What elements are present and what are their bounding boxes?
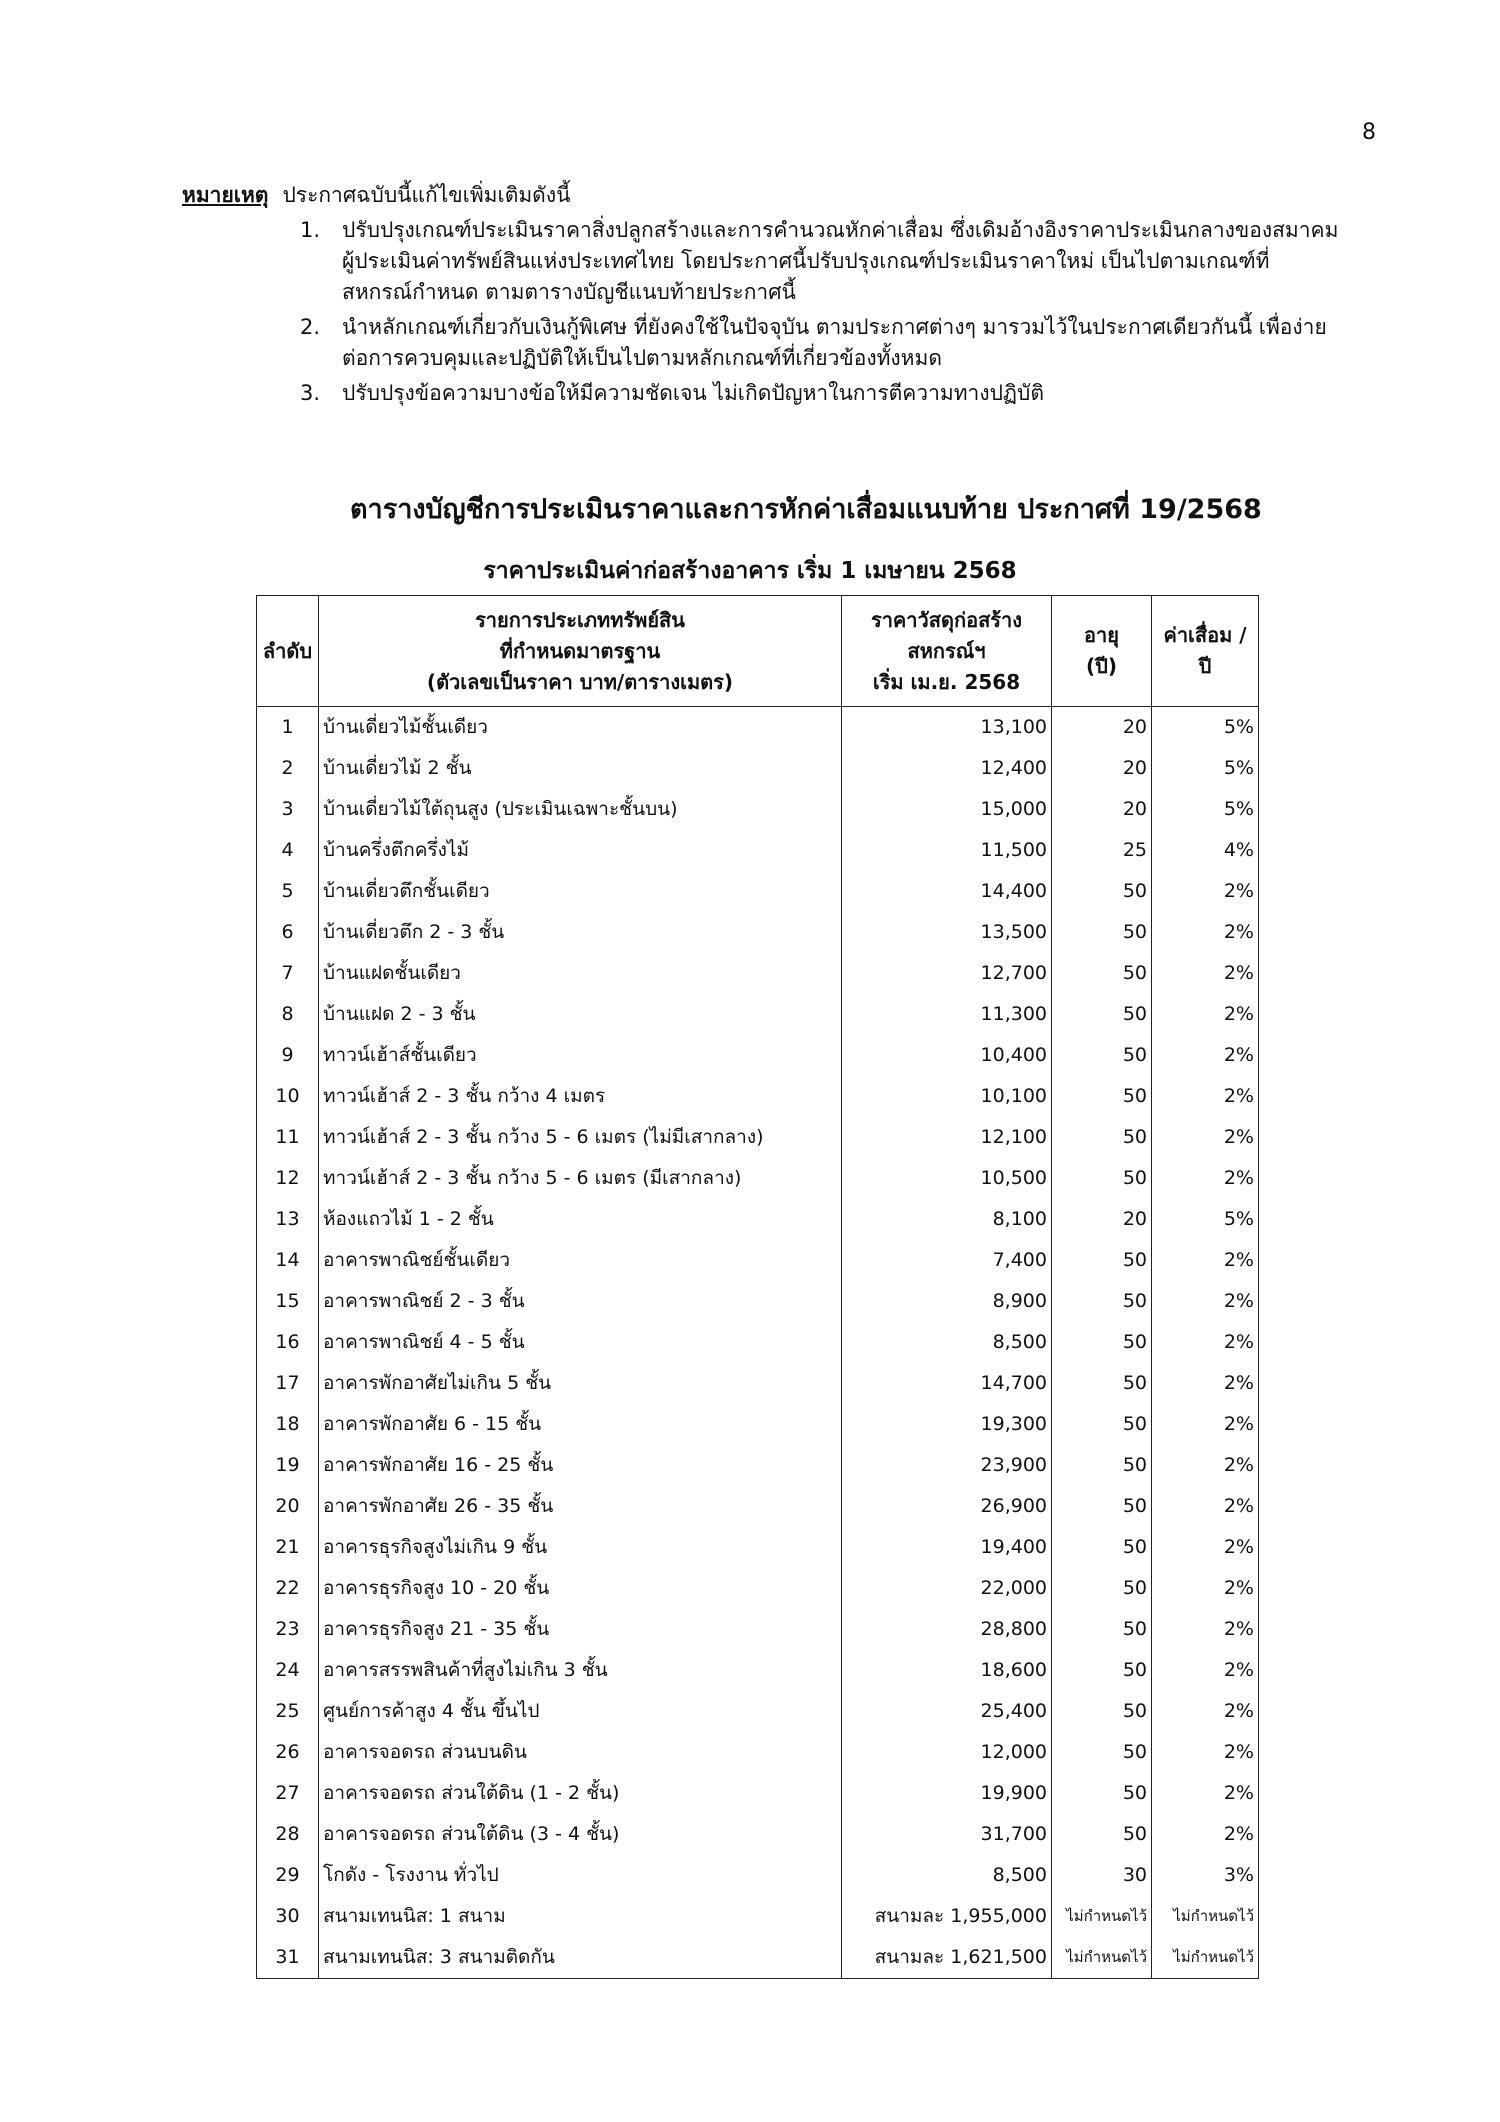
row-price: 10,500: [842, 1158, 1052, 1199]
row-depreciation: 2%: [1152, 1691, 1259, 1732]
row-index: 18: [257, 1404, 319, 1445]
note-item-number: 1.: [300, 218, 321, 242]
row-depreciation: 2%: [1152, 1281, 1259, 1322]
row-price: 18,600: [842, 1650, 1052, 1691]
row-price: 8,500: [842, 1855, 1052, 1896]
page-number: 8: [1362, 120, 1376, 145]
header-price-line: สหกรณ์ฯ: [907, 638, 986, 663]
row-life: 50: [1052, 1732, 1152, 1773]
row-index: 5: [257, 871, 319, 912]
row-life: 50: [1052, 1076, 1152, 1117]
row-life: 50: [1052, 912, 1152, 953]
row-price: 10,100: [842, 1076, 1052, 1117]
row-name: โกดัง - โรงงาน ทั่วไป: [319, 1855, 842, 1896]
row-name: สนามเทนนิส: 3 สนามติดกัน: [319, 1937, 842, 1979]
table-row: [257, 1363, 1259, 1404]
row-price: 23,900: [842, 1445, 1052, 1486]
row-name: ศูนย์การค้าสูง 4 ชั้น ขึ้นไป: [319, 1691, 842, 1732]
row-life: 20: [1052, 789, 1152, 830]
row-life: 50: [1052, 1322, 1152, 1363]
row-life: 25: [1052, 830, 1152, 871]
row-depreciation: 2%: [1152, 912, 1259, 953]
table-row: [257, 1486, 1259, 1527]
note-item-line: สหกรณ์กำหนด ตามตารางบัญชีแนบท้ายประกาศนี้: [342, 280, 796, 304]
row-depreciation: 2%: [1152, 871, 1259, 912]
row-depreciation: 2%: [1152, 1404, 1259, 1445]
row-name: อาคารธุรกิจสูงไม่เกิน 9 ชั้น: [319, 1527, 842, 1568]
table-row: [257, 1404, 1259, 1445]
row-depreciation: 2%: [1152, 1035, 1259, 1076]
header-name: [319, 596, 842, 707]
table-row: [257, 1896, 1259, 1937]
row-depreciation: ไม่กำหนดไว้: [1152, 1937, 1259, 1979]
row-name: ทาวน์เฮ้าส์ 2 - 3 ชั้น กว้าง 4 เมตร: [319, 1076, 842, 1117]
row-price: 15,000: [842, 789, 1052, 830]
row-price: 25,400: [842, 1691, 1052, 1732]
note-items: [182, 215, 1382, 409]
row-index: 3: [257, 789, 319, 830]
header-name-line: (ตัวเลขเป็นราคา บาท/ตารางเมตร): [426, 669, 734, 694]
table-row: [257, 1732, 1259, 1773]
row-life: 50: [1052, 1814, 1152, 1855]
table-row: [257, 1445, 1259, 1486]
header-dep-line: ปี: [1198, 654, 1212, 678]
table-row: [257, 1527, 1259, 1568]
row-life: 50: [1052, 1773, 1152, 1814]
row-price: 11,500: [842, 830, 1052, 871]
row-depreciation: 5%: [1152, 707, 1259, 749]
row-name: อาคารจอดรถ ส่วนบนดิน: [319, 1732, 842, 1773]
table-row: [257, 1814, 1259, 1855]
table-row: [257, 830, 1259, 871]
row-life: 50: [1052, 871, 1152, 912]
note-item-line: นำหลักเกณฑ์เกี่ยวกับเงินกู้พิเศษ ที่ยังคงใช้ในปัจจุบัน ตามประกาศต่างๆ มารวมไว้ในประกาศเดียวกันนี้ เพื่อง่าย: [342, 315, 1327, 339]
note-item: [182, 312, 1382, 374]
row-name: ห้องแถวไม้ 1 - 2 ชั้น: [319, 1199, 842, 1240]
table-row: [257, 789, 1259, 830]
row-life: 20: [1052, 748, 1152, 789]
table-row: [257, 1240, 1259, 1281]
row-index: 6: [257, 912, 319, 953]
row-price: 22,000: [842, 1568, 1052, 1609]
row-index: 9: [257, 1035, 319, 1076]
row-name: บ้านครึ่งตึกครึ่งไม้: [319, 830, 842, 871]
table-row: [257, 1855, 1259, 1896]
row-name: อาคารพาณิชย์ชั้นเดียว: [319, 1240, 842, 1281]
row-index: 8: [257, 994, 319, 1035]
row-index: 20: [257, 1486, 319, 1527]
row-life: 50: [1052, 1568, 1152, 1609]
row-price: 13,100: [842, 707, 1052, 749]
row-depreciation: 2%: [1152, 1117, 1259, 1158]
row-name: บ้านเดี่ยวไม้ชั้นเดียว: [319, 707, 842, 749]
row-life: 50: [1052, 1527, 1152, 1568]
row-index: 28: [257, 1814, 319, 1855]
row-life: 30: [1052, 1855, 1152, 1896]
row-index: 31: [257, 1937, 319, 1979]
table-row: [257, 1650, 1259, 1691]
row-index: 26: [257, 1732, 319, 1773]
row-price: 8,900: [842, 1281, 1052, 1322]
table-body: [257, 707, 1259, 1979]
row-index: 1: [257, 707, 319, 749]
row-price: 8,100: [842, 1199, 1052, 1240]
row-index: 4: [257, 830, 319, 871]
row-life: 50: [1052, 1117, 1152, 1158]
row-life: 20: [1052, 1199, 1152, 1240]
note-item-number: 2.: [300, 315, 321, 339]
note-title: หมายเหตุ: [182, 183, 269, 207]
row-life: ไม่กำหนดไว้: [1052, 1937, 1152, 1979]
note-item-number: 3.: [300, 381, 321, 405]
row-price: 7,400: [842, 1240, 1052, 1281]
table-row: [257, 1199, 1259, 1240]
row-name: อาคารธุรกิจสูง 10 - 20 ชั้น: [319, 1568, 842, 1609]
row-depreciation: 2%: [1152, 1527, 1259, 1568]
row-index: 16: [257, 1322, 319, 1363]
row-price: สนามละ 1,955,000: [842, 1896, 1052, 1937]
header-life-line: (ปี): [1086, 654, 1117, 678]
row-name: ทาวน์เฮ้าส์ 2 - 3 ชั้น กว้าง 5 - 6 เมตร (ไม่มีเสากลาง): [319, 1117, 842, 1158]
row-price: 14,400: [842, 871, 1052, 912]
row-life: 50: [1052, 1404, 1152, 1445]
row-life: 50: [1052, 1691, 1152, 1732]
row-depreciation: 2%: [1152, 1609, 1259, 1650]
row-depreciation: ไม่กำหนดไว้: [1152, 1896, 1259, 1937]
row-life: 50: [1052, 994, 1152, 1035]
row-index: 24: [257, 1650, 319, 1691]
row-price: 26,900: [842, 1486, 1052, 1527]
row-name: บ้านแฝด 2 - 3 ชั้น: [319, 994, 842, 1035]
row-index: 11: [257, 1117, 319, 1158]
row-life: 50: [1052, 1445, 1152, 1486]
row-price: 14,700: [842, 1363, 1052, 1404]
header-price: [842, 596, 1052, 707]
row-price: 13,500: [842, 912, 1052, 953]
row-index: 19: [257, 1445, 319, 1486]
row-price: 31,700: [842, 1814, 1052, 1855]
row-name: บ้านแฝดชั้นเดียว: [319, 953, 842, 994]
row-index: 27: [257, 1773, 319, 1814]
row-name: อาคารพักอาศัยไม่เกิน 5 ชั้น: [319, 1363, 842, 1404]
row-index: 15: [257, 1281, 319, 1322]
note-item-line: ปรับปรุงข้อความบางข้อให้มีความชัดเจน ไม่เกิดปัญหาในการตีความทางปฏิบัติ: [342, 381, 1044, 405]
row-life: 50: [1052, 1035, 1152, 1076]
row-index: 14: [257, 1240, 319, 1281]
note-item: [182, 378, 1382, 409]
row-life: 50: [1052, 1486, 1152, 1527]
header-life-line: อายุ: [1084, 623, 1119, 647]
row-depreciation: 5%: [1152, 748, 1259, 789]
row-life: 50: [1052, 1240, 1152, 1281]
table-row: [257, 1322, 1259, 1363]
row-index: 17: [257, 1363, 319, 1404]
note-header: [182, 180, 1382, 211]
row-index: 25: [257, 1691, 319, 1732]
table-row: [257, 748, 1259, 789]
row-name: บ้านเดี่ยวไม้ 2 ชั้น: [319, 748, 842, 789]
row-index: 12: [257, 1158, 319, 1199]
table-row: [257, 1035, 1259, 1076]
row-depreciation: 2%: [1152, 1486, 1259, 1527]
row-life: 50: [1052, 1363, 1152, 1404]
row-index: 22: [257, 1568, 319, 1609]
row-price: 12,400: [842, 748, 1052, 789]
row-index: 29: [257, 1855, 319, 1896]
row-life: 50: [1052, 953, 1152, 994]
header-life: [1052, 596, 1152, 707]
row-name: ทาวน์เฮ้าส์ 2 - 3 ชั้น กว้าง 5 - 6 เมตร (มีเสากลาง): [319, 1158, 842, 1199]
table-row: [257, 707, 1259, 749]
row-life: 20: [1052, 707, 1152, 749]
table-row: [257, 1937, 1259, 1979]
note-item-line: ผู้ประเมินค่าทรัพย์สินแห่งประเทศไทย โดยประกาศนี้ปรับปรุงเกณฑ์ประเมินราคาใหม่ เป็นไปตามเกณฑ์ที่: [342, 249, 1270, 273]
row-index: 2: [257, 748, 319, 789]
row-depreciation: 2%: [1152, 1363, 1259, 1404]
row-name: อาคารธุรกิจสูง 21 - 35 ชั้น: [319, 1609, 842, 1650]
row-life: 50: [1052, 1158, 1152, 1199]
row-name: บ้านเดี่ยวตึก 2 - 3 ชั้น: [319, 912, 842, 953]
row-index: 21: [257, 1527, 319, 1568]
row-depreciation: 2%: [1152, 1568, 1259, 1609]
header-price-line: เริ่ม เม.ย. 2568: [872, 669, 1021, 694]
table-caption: ราคาประเมินค่าก่อสร้างอาคาร เริ่ม 1 เมษายน 2568: [483, 558, 1017, 584]
row-depreciation: 2%: [1152, 1240, 1259, 1281]
row-index: 7: [257, 953, 319, 994]
table-row: [257, 1117, 1259, 1158]
row-depreciation: 2%: [1152, 1814, 1259, 1855]
row-depreciation: 2%: [1152, 1445, 1259, 1486]
header-price-line: ราคาวัสดุก่อสร้าง: [870, 607, 1023, 632]
table-row: [257, 994, 1259, 1035]
table-row: [257, 1568, 1259, 1609]
attachment-heading: ตารางบัญชีการประเมินราคาและการหักค่าเสื่อมแนบท้าย ประกาศที่ 19/2568: [350, 494, 1262, 525]
row-depreciation: 4%: [1152, 830, 1259, 871]
table-row: [257, 1281, 1259, 1322]
row-price: 19,300: [842, 1404, 1052, 1445]
note-section: [182, 180, 1382, 409]
row-life: 50: [1052, 1281, 1152, 1322]
row-life: 50: [1052, 1650, 1152, 1691]
note-item-line: ปรับปรุงเกณฑ์ประเมินราคาสิ่งปลูกสร้างและการคำนวณหักค่าเสื่อม ซึ่งเดิมอ้างอิงราคาประเมินกลางของสมาคม: [342, 218, 1339, 242]
row-depreciation: 2%: [1152, 953, 1259, 994]
row-index: 23: [257, 1609, 319, 1650]
row-depreciation: 5%: [1152, 789, 1259, 830]
row-price: 12,100: [842, 1117, 1052, 1158]
table-row: [257, 1609, 1259, 1650]
row-depreciation: 5%: [1152, 1199, 1259, 1240]
row-price: 10,400: [842, 1035, 1052, 1076]
row-index: 10: [257, 1076, 319, 1117]
row-price: 8,500: [842, 1322, 1052, 1363]
table-row: [257, 912, 1259, 953]
note-item: [182, 215, 1382, 308]
header-name-line: รายการประเภททรัพย์สิน: [475, 607, 685, 632]
row-price: 11,300: [842, 994, 1052, 1035]
row-name: อาคารพักอาศัย 6 - 15 ชั้น: [319, 1404, 842, 1445]
row-depreciation: 2%: [1152, 994, 1259, 1035]
table-row: [257, 1076, 1259, 1117]
row-name: ทาวน์เฮ้าส์ชั้นเดียว: [319, 1035, 842, 1076]
table-row: [257, 953, 1259, 994]
row-depreciation: 2%: [1152, 1773, 1259, 1814]
row-name: บ้านเดี่ยวตึกชั้นเดียว: [319, 871, 842, 912]
row-depreciation: 2%: [1152, 1158, 1259, 1199]
price-table: [256, 595, 1259, 1979]
row-index: 30: [257, 1896, 319, 1937]
note-item-line: ต่อการควบคุมและปฏิบัติให้เป็นไปตามหลักเกณฑ์ที่เกี่ยวข้องทั้งหมด: [342, 346, 943, 370]
row-depreciation: 2%: [1152, 1650, 1259, 1691]
row-price: 19,400: [842, 1527, 1052, 1568]
row-name: บ้านเดี่ยวไม้ใต้ถุนสูง (ประเมินเฉพาะชั้นบน): [319, 789, 842, 830]
row-name: อาคารจอดรถ ส่วนใต้ดิน (3 - 4 ชั้น): [319, 1814, 842, 1855]
row-name: สนามเทนนิส: 1 สนาม: [319, 1896, 842, 1937]
row-name: อาคารพาณิชย์ 2 - 3 ชั้น: [319, 1281, 842, 1322]
row-depreciation: 2%: [1152, 1076, 1259, 1117]
table-row: [257, 1773, 1259, 1814]
row-name: อาคารพักอาศัย 26 - 35 ชั้น: [319, 1486, 842, 1527]
header-depreciation: [1152, 596, 1259, 707]
header-index: ลำดับ: [257, 596, 319, 707]
row-name: อาคารจอดรถ ส่วนใต้ดิน (1 - 2 ชั้น): [319, 1773, 842, 1814]
row-price: สนามละ 1,621,500: [842, 1937, 1052, 1979]
row-price: 28,800: [842, 1609, 1052, 1650]
row-price: 12,700: [842, 953, 1052, 994]
row-life: ไม่กำหนดไว้: [1052, 1896, 1152, 1937]
row-price: 19,900: [842, 1773, 1052, 1814]
row-depreciation: 3%: [1152, 1855, 1259, 1896]
table-row: [257, 871, 1259, 912]
row-name: อาคารพักอาศัย 16 - 25 ชั้น: [319, 1445, 842, 1486]
header-dep-line: ค่าเสื่อม /: [1163, 623, 1247, 647]
row-depreciation: 2%: [1152, 1732, 1259, 1773]
row-price: 12,000: [842, 1732, 1052, 1773]
note-intro: ประกาศฉบับนี้แก้ไขเพิ่มเติมดังนี้: [282, 183, 571, 207]
row-index: 13: [257, 1199, 319, 1240]
header-name-line: ที่กำหนดมาตรฐาน: [499, 638, 661, 663]
row-depreciation: 2%: [1152, 1322, 1259, 1363]
table-row: [257, 1158, 1259, 1199]
table-row: [257, 1691, 1259, 1732]
row-name: อาคารสรรพสินค้าที่สูงไม่เกิน 3 ชั้น: [319, 1650, 842, 1691]
row-life: 50: [1052, 1609, 1152, 1650]
table-header-row: [257, 596, 1259, 707]
row-name: อาคารพาณิชย์ 4 - 5 ชั้น: [319, 1322, 842, 1363]
